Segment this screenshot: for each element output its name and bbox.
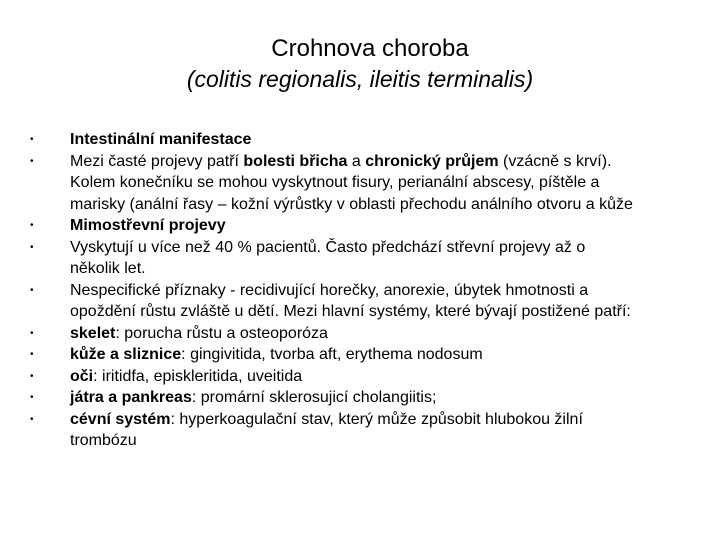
list-item-line (70, 366, 720, 388)
text: : gingivitida, tvorba aft, erythema nodosum (181, 346, 483, 363)
text: trombózu (70, 432, 137, 449)
text: : hyperkoagulační stav, který může způsobit hlubokou žilní (170, 410, 583, 428)
bullet-icon: • (30, 284, 34, 296)
list-item (30, 323, 720, 345)
bullet-icon: • (30, 370, 34, 382)
text: : promární sklerosujicí cholangiitis; (191, 389, 437, 406)
bold-text: bolesti břicha (243, 152, 348, 170)
bullet-icon: • (30, 241, 34, 253)
list-item-line (70, 280, 720, 302)
list-item (30, 387, 720, 409)
text: několik let. (70, 260, 146, 277)
text: : iritidfa, episkleritida, uveitida (93, 367, 303, 385)
bold-text: oči (70, 367, 94, 385)
list-item-line (70, 129, 720, 151)
bold-text: kůže a sliznice (70, 346, 182, 363)
list-item-line (70, 301, 720, 323)
title-subtitle: (colitis regionalis, ileitis terminalis) (186, 66, 534, 92)
bold-text: skelet (70, 324, 116, 342)
text: : porucha růstu a osteoporóza (115, 324, 328, 342)
bullet-icon: • (30, 327, 34, 339)
text: Kolem konečníku se mohou vyskytnout fisury, perianální abscesy, píštěle a (70, 174, 600, 191)
text: a (347, 152, 366, 170)
bold-text: játra a pankreas (70, 389, 192, 406)
bullet-icon: • (30, 155, 34, 167)
text: Nespecifické příznaky - recidivující horečky, anorexie, úbytek hmotnosti a (70, 281, 589, 299)
list-item (30, 151, 720, 216)
bullet-list (30, 129, 720, 452)
list-item-line (70, 430, 720, 452)
bold-text: chronický průjem (365, 152, 499, 170)
text: Mezi časté projevy patří (70, 152, 244, 170)
list-item-line (70, 258, 720, 280)
title-main: Crohnova choroba (271, 35, 469, 62)
list-item-line (70, 194, 720, 216)
list-item-line (70, 215, 720, 237)
text: (vzácně s krví). (498, 152, 612, 170)
list-item-line (70, 237, 720, 259)
bullet-icon: • (30, 134, 34, 145)
list-item (30, 366, 720, 388)
list-item-line (70, 172, 720, 194)
bold-text: cévní systém (70, 410, 171, 428)
list-item-line (70, 344, 720, 366)
bullet-icon: • (30, 349, 34, 360)
bullet-icon: • (30, 220, 34, 231)
list-item (30, 409, 720, 452)
list-item-line (70, 151, 720, 173)
bullet-icon: • (30, 392, 34, 403)
list-item (30, 280, 720, 323)
text: marisky (anální řasy – kožní výrůstky v oblasti přechodu análního otvoru a kůže (70, 195, 633, 213)
list-item (30, 215, 720, 237)
list-item (30, 237, 720, 280)
bullet-icon: • (30, 413, 34, 425)
list-item (30, 344, 720, 366)
text: Vyskytují u více než 40 % pacientů. Často předchází střevní projevy až o (70, 238, 586, 256)
bold-text: Intestinální manifestace (70, 131, 252, 148)
text: opoždění růstu zvláště u dětí. Mezi hlavní systémy, které bývají postižené patří: (70, 303, 631, 320)
slide-title (0, 34, 720, 95)
list-item-line (70, 387, 720, 409)
list-item-line (70, 409, 720, 431)
list-item (30, 129, 720, 151)
bold-text: Mimostřevní projevy (70, 217, 226, 234)
list-item-line (70, 323, 720, 345)
